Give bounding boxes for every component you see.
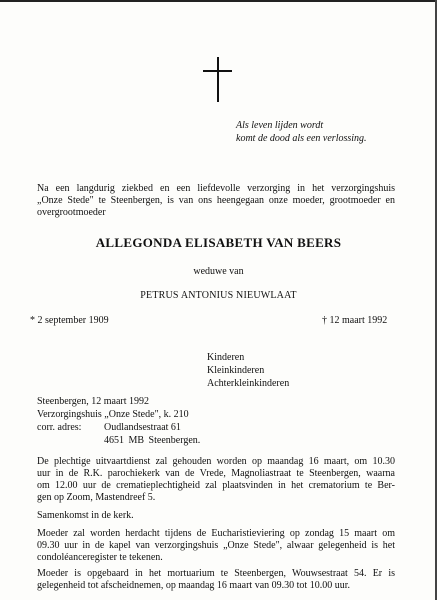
viewing-line-1: Moeder is opgebaard in het mortuarium te Steenbergen, Wouwsestraat 54. Er is — [37, 568, 395, 579]
address-line-1: Steenbergen, 12 maart 1992 — [37, 396, 150, 407]
family-line-1: Kinderen — [207, 352, 245, 363]
viewing-line-2: gelegenheid tot afscheidnemen, op maandag 16 maart van 09.30 tot 10.00 uur. — [37, 580, 350, 591]
birth-date: * 2 september 1909 — [30, 315, 109, 326]
intro-line-2: „Onze Stede" te Steenbergen, is van ons heengegaan onze moeder, grootmoeder en — [37, 195, 395, 206]
family-line-3: Achterkleinkinderen — [207, 378, 290, 389]
poem-line-2: komt de dood als een verlossing. — [236, 133, 367, 144]
service-line-2: uur in de R.K. parochiekerk van de Vrede, Magnoliastraat te Steenbergen, waarna — [37, 468, 395, 479]
address-line-3-value: Oudlandsestraat 61 — [104, 422, 181, 433]
remembrance-line-1: Moeder zal worden herdacht tijdens de Eucharistieviering op zondag 15 maart om — [37, 528, 395, 539]
cross-vertical-bar — [217, 57, 219, 102]
family-line-2: Kleinkinderen — [207, 365, 265, 376]
address-line-4: 4651 MB Steenbergen. — [104, 435, 201, 446]
service-line-3: om 12.00 uur de crematieplechtigheid zal plaatsvinden in het crematorium te Ber- — [37, 480, 395, 491]
service-paragraph — [37, 456, 395, 504]
death-date: † 12 maart 1992 — [322, 315, 388, 326]
remembrance-line-3: condoléanceregister te tekenen. — [37, 552, 163, 563]
address-line-2: Verzorgingshuis „Onze Stede", k. 210 — [37, 409, 189, 420]
deceased-name: ALLEGONDA ELISABETH VAN BEERS — [95, 235, 342, 250]
service-line-4: gen op Zoom, Mastendreef 5. — [37, 492, 156, 503]
widow-label: weduwe van — [193, 266, 244, 277]
scan-edge-top — [0, 0, 437, 2]
address-line-3-label: corr. adres: — [37, 422, 82, 433]
intro-paragraph — [37, 183, 395, 219]
spouse-name: PETRUS ANTONIUS NIEUWLAAT — [140, 290, 297, 301]
cross-horizontal-bar — [203, 70, 232, 72]
remembrance-line-2: 09.30 uur in de kapel van verzorgingshuis „Onze Stede", alwaar gelegenheid is het — [37, 540, 395, 551]
intro-line-1: Na een langdurig ziekbed en een liefdevolle verzorging in het verzorgingshuis — [37, 183, 395, 194]
gathering-note: Samenkomst in de kerk. — [37, 510, 134, 521]
remembrance-paragraph — [37, 528, 395, 564]
intro-line-3: overgrootmoeder — [37, 207, 106, 218]
poem-line-1: Als leven lijden wordt — [236, 120, 324, 131]
service-line-1: De plechtige uitvaartdienst zal gehouden worden op maandag 16 maart, om 10.30 — [37, 456, 395, 467]
viewing-paragraph — [37, 568, 395, 592]
